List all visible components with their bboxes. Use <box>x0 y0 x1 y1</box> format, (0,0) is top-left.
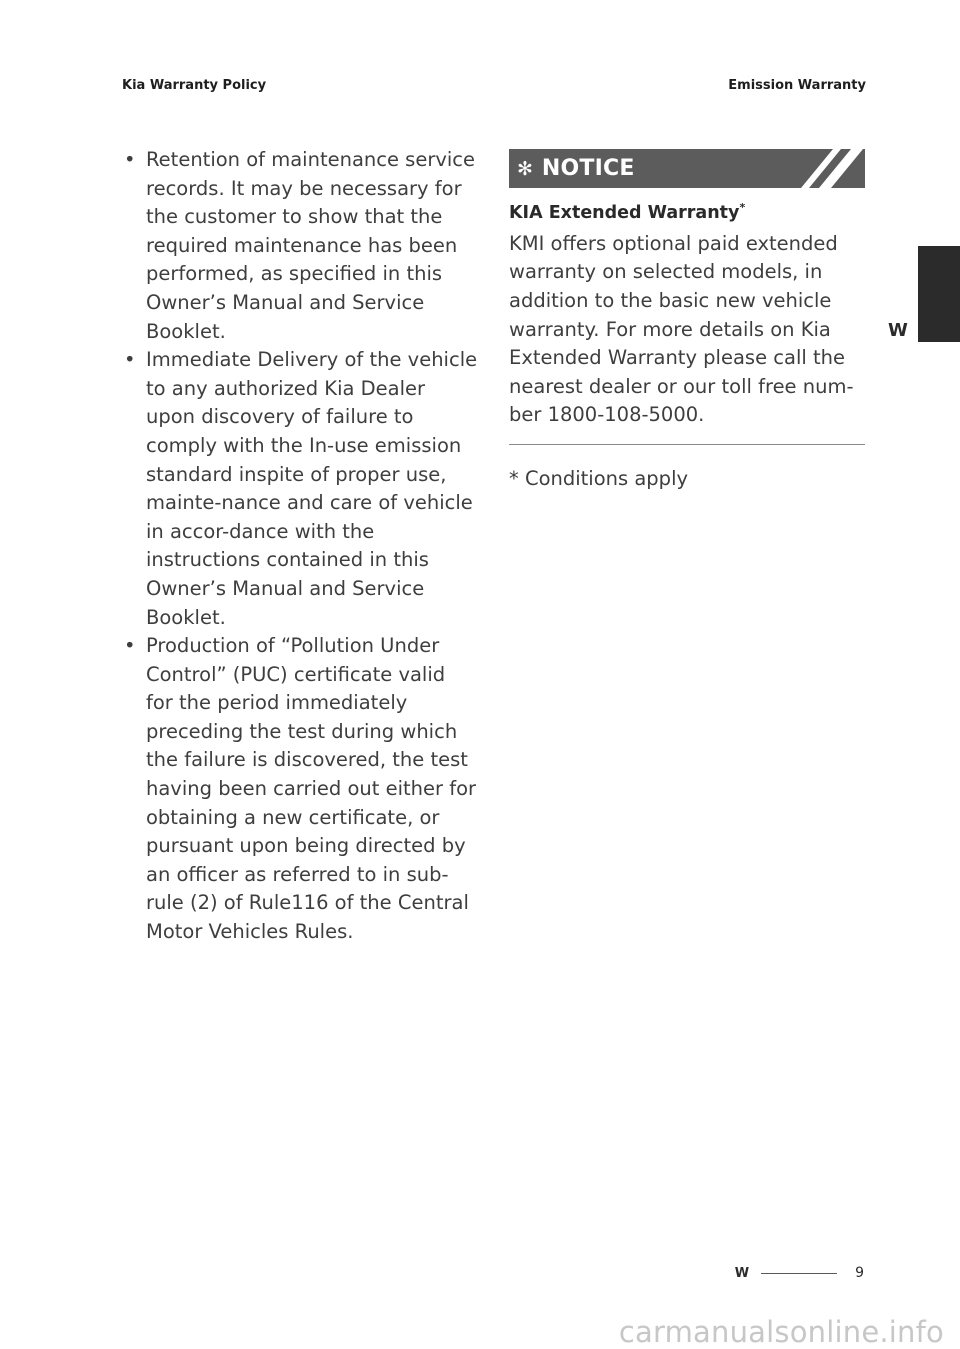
bullet-item <box>122 346 478 632</box>
notice-box <box>509 149 865 493</box>
left-column <box>122 146 478 947</box>
bullet-dot-icon: • <box>124 348 136 372</box>
header-section-title: Kia Warranty Policy <box>122 78 267 93</box>
watermark-text: carmanualsonline.info <box>618 1315 944 1349</box>
notice-divider <box>509 444 865 445</box>
chapter-side-tab <box>918 246 960 342</box>
chapter-side-letter: W <box>888 320 908 341</box>
diagonal-stripes-icon <box>801 149 865 188</box>
bullet-item <box>122 146 478 346</box>
bullet-dot-icon: • <box>124 148 136 171</box>
asterisk-mark: * <box>739 201 746 214</box>
bullet-text: Production of “Pollution Under Control” (PUC) certificate valid for the period immediately preceding the test during which the failure is discovered, the test having been carried out either for obtaining a new certificate, or pursuant upon being directed by an officer as referred to in sub-rule (2) of Rule116 of the Central Motor Vehicles Rules. <box>146 634 477 944</box>
notice-title: NOTICE <box>541 156 635 181</box>
bullet-text: Retention of maintenance service records. It may be necessary for the customer to show that the required maintenance has been performed, as specified in this Owner’s Manual and Service Booklet. <box>146 148 476 343</box>
notice-body: KMI offers optional paid extended warranty on selected models, in addition to the basic new vehicle warranty. For more details on Kia Extended Warranty please call the nearest dealer or our toll free num-ber 1800-108-5000. <box>509 231 854 427</box>
bullet-text: Immediate Delivery of the vehicle to any authorized Kia Dealer upon discovery of failure to comply with the In-use emission standard inspite of proper use, mainte-nance and care of vehicle in accor-dance with the instructions contained in this Owner’s Manual and Service Booklet. <box>146 348 478 629</box>
page-footer <box>735 1265 864 1281</box>
header-chapter-title: Emission Warranty <box>728 78 866 93</box>
bullet-item <box>122 632 478 947</box>
notice-heading: KIA Extended Warranty* <box>509 201 746 223</box>
footnote: * Conditions apply <box>509 466 689 490</box>
notice-star-icon: ✻ <box>517 157 533 180</box>
footer-divider <box>761 1273 837 1274</box>
notice-bar <box>509 149 865 188</box>
bullet-dot-icon: • <box>124 634 136 658</box>
page-number: 9 <box>855 1265 864 1281</box>
footer-section-letter: W <box>734 1265 750 1281</box>
bullet-list <box>122 146 478 947</box>
